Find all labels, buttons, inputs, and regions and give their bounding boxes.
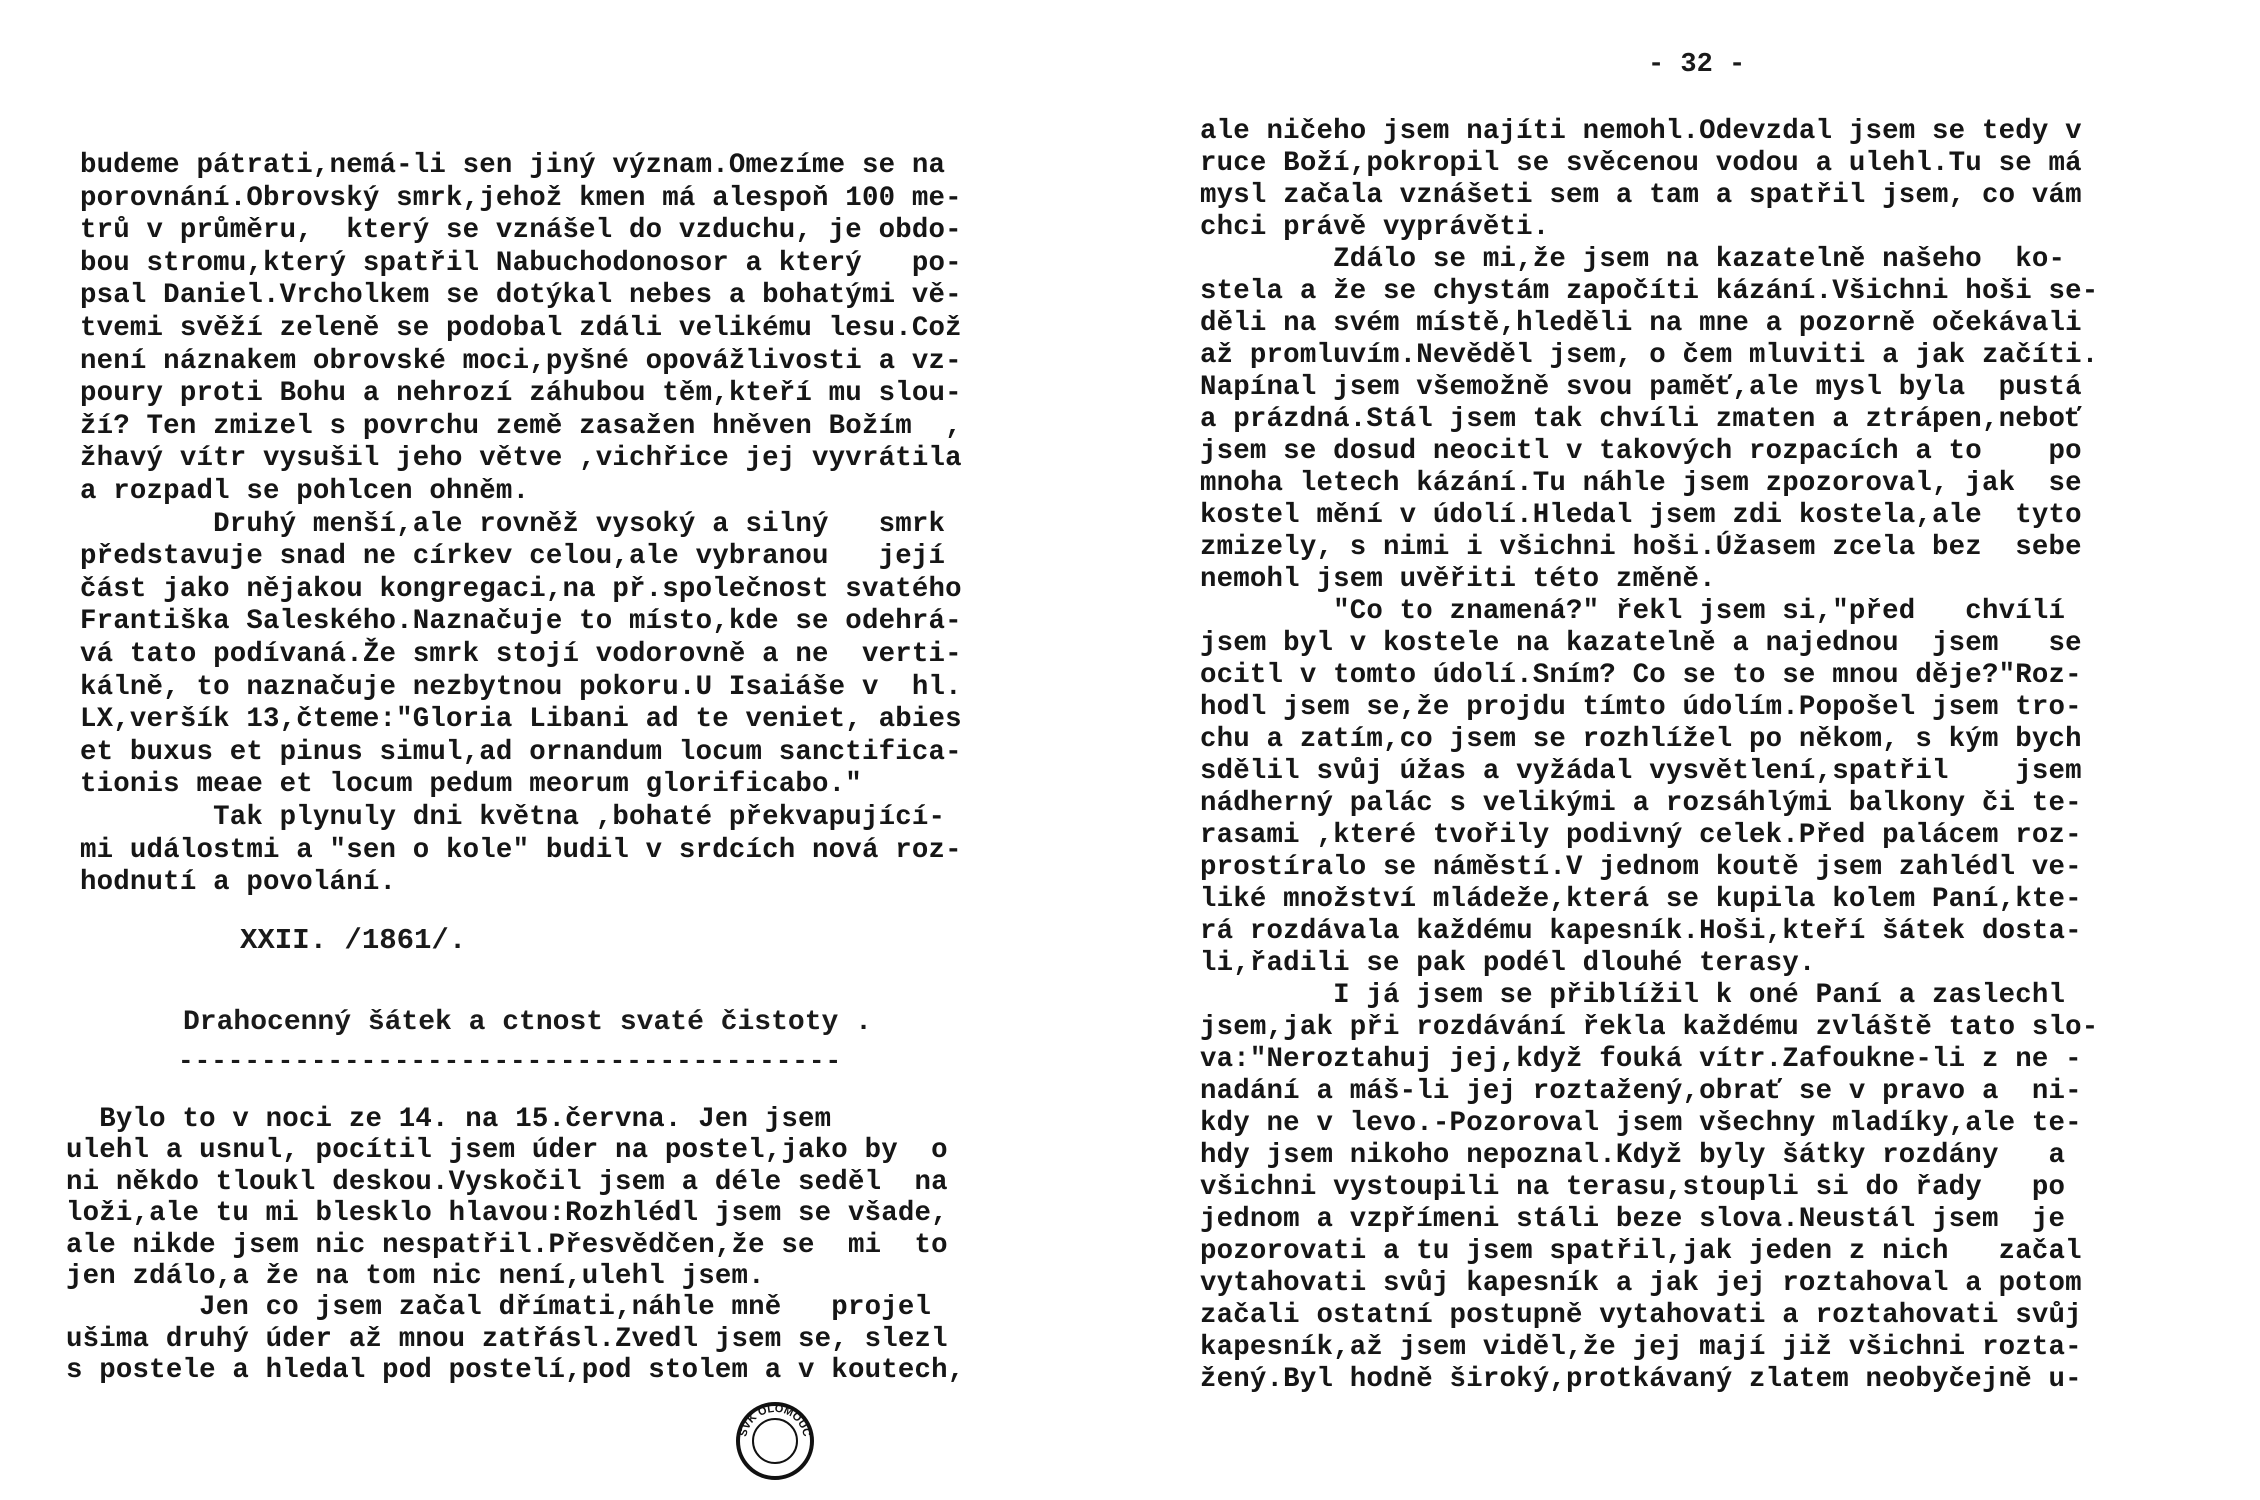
text-line: nadání a máš-li jej roztažený,obrať se v pravo a ni- <box>1200 1076 2082 1107</box>
text-line: Bylo to v noci ze 14. na 15.června. Jen jsem <box>66 1104 832 1135</box>
text-line: část jako nějakou kongregaci,na př.společnost svatého <box>80 573 962 605</box>
text-line: všichni vystoupili na terasu,stoupli si do řady po <box>1200 1172 2066 1203</box>
text-line: žhavý vítr vysušil jeho větve ,vichřice jej vyvrátila <box>80 443 962 475</box>
text-line: ušima druhý úder až mnou zatřásl.Zvedl jsem se, slezl <box>66 1323 948 1355</box>
text-line: trů v průměru, který se vznášel do vzduchu, je obdo- <box>80 215 962 247</box>
text-line: LX,veršík 13,čteme:"Gloria Libani ad te veniet, abies <box>80 704 962 736</box>
text-line: a prázdná.Stál jsem tak chvíli zmaten a ztrápen,neboť <box>1200 404 2082 435</box>
text-line: nemohl jsem uvěřiti této změně. <box>1200 564 1716 595</box>
title-underline: ---------------------------------------- <box>178 1046 843 1076</box>
text-line: I já jsem se přiblížil k oné Paní a zaslechl <box>1200 980 2066 1011</box>
text-line: stela a že se chystám započíti kázání.Všichni hoši se- <box>1200 276 2099 307</box>
text-line: kdy ne v levo.-Pozoroval jsem všechny mladíky,ale te- <box>1200 1108 2082 1139</box>
text-line: chci právě vyprávěti. <box>1200 212 1550 243</box>
text-line: děli na svém místě,hleděli na mne a pozorně očekávali <box>1200 308 2082 339</box>
text-line: loži,ale tu mi blesklo hlavou:Rozhlédl jsem se všade, <box>66 1198 948 1230</box>
chapter-heading: XXII. /1861/. <box>240 924 467 957</box>
text-line: mnoha letech kázání.Tu náhle jsem zpozoroval, jak se <box>1200 468 2082 499</box>
stamp-text: SVK OLOMOUC <box>737 1402 813 1438</box>
text-line: nádherný palác s velikými a rozsáhlými balkony či te- <box>1200 788 2082 819</box>
text-line: Františka Saleského.Naznačuje to místo,kde se odehrá- <box>80 606 962 638</box>
text-line: li,řadili se pak podél dlouhé terasy. <box>1200 948 1816 979</box>
page-number: - 32 - <box>1648 50 1746 80</box>
text-line: ocitl v tomto údolí.Sním? Co se to se mnou děje?"Roz- <box>1200 660 2082 691</box>
text-line: "Co to znamená?" řekl jsem si,"před chvílí <box>1200 596 2066 627</box>
text-line: jen zdálo,a že na tom nic není,ulehl jsem. <box>66 1261 765 1292</box>
text-line: zmizely, s nimi i všichni hoši.Úžasem zcela bez sebe <box>1200 532 2082 563</box>
text-line: ale ničeho jsem najíti nemohl.Odevzdal jsem se tedy v <box>1200 116 2082 147</box>
svg-text:SVK OLOMOUC <box>737 1403 812 1438</box>
text-line: představuje snad ne církev celou,ale vybranou její <box>80 541 946 573</box>
text-line: není náznakem obrovské moci,pyšné opovážlivosti a vz- <box>80 345 962 377</box>
text-line: tvemi svěží zeleně se podobal zdáli velikému lesu.Což <box>80 313 962 344</box>
text-line: ni někdo tloukl deskou.Vyskočil jsem a déle seděl na <box>66 1166 948 1198</box>
text-line: jsem,jak při rozdávání řekla každému zvláště tato slo- <box>1200 1012 2099 1043</box>
text-line: žený.Byl hodně široký,protkávaný zlatem neobyčejně u- <box>1200 1364 2082 1395</box>
text-line: psal Daniel.Vrcholkem se dotýkal nebes a bohatými vě- <box>80 280 962 312</box>
text-line: rá rozdávala každému kapesník.Hoši,kteří šátek dosta- <box>1200 916 2082 947</box>
text-line: va:"Neroztahuj jej,když fouká vítr.Zafoukne-li z ne - <box>1200 1044 2082 1075</box>
text-line: jsem byl v kostele na kazatelně a najednou jsem se <box>1200 628 2082 659</box>
text-line: hodl jsem se,že projdu tímto údolím.Popošel jsem tro- <box>1200 692 2082 723</box>
text-line: jednom a vzpřímeni stáli beze slova.Neustál jsem je <box>1200 1204 2066 1235</box>
text-line: kapesník,až jsem viděl,že jej mají již všichni rozta- <box>1200 1332 2082 1363</box>
right-page <box>1130 0 2260 1500</box>
text-line: mysl začala vznášeti sem a tam a spatřil jsem, co vám <box>1200 180 2082 211</box>
text-line: rasami ,které tvořily podivný celek.Před palácem roz- <box>1200 820 2082 851</box>
text-line: s postele a hledal pod postelí,pod stolem a v koutech, <box>66 1355 965 1387</box>
text-line: bou stromu,který spatřil Nabuchodonosor a který po- <box>80 247 962 279</box>
text-line: sdělil svůj úžas a vyžádal vysvětlení,spatřil jsem <box>1200 756 2082 787</box>
text-line: budeme pátrati,nemá-li sen jiný význam.Omezíme se na <box>80 150 946 181</box>
text-line: vá tato podívaná.Že smrk stojí vodorovně a ne verti- <box>80 639 962 670</box>
text-line: kostel mění v údolí.Hledal jsem zdi kostela,ale tyto <box>1200 500 2082 531</box>
text-line: pozorovati a tu jsem spatřil,jak jeden z nich začal <box>1200 1236 2082 1267</box>
text-line: Druhý menší,ale rovněž vysoký a silný smrk <box>80 508 946 540</box>
text-line: liké množství mládeže,která se kupila kolem Paní,kte- <box>1200 884 2082 915</box>
text-line: porovnání.Obrovský smrk,jehož kmen má alespoň 100 me- <box>80 182 962 214</box>
text-line: ulehl a usnul, pocítil jsem úder na postel,jako by o <box>66 1135 948 1167</box>
text-line: et buxus et pinus simul,ad ornandum locum sanctifica- <box>80 736 962 768</box>
text-line: začali ostatní postupně vytahovati a roztahovati svůj <box>1200 1300 2082 1331</box>
text-line: a rozpadl se pohlcen ohněm. <box>80 476 530 507</box>
text-line: tionis meae et locum pedum meorum glorificabo." <box>80 769 862 801</box>
text-line: mi událostmi a "sen o kole" budil v srdcích nová roz- <box>80 834 962 866</box>
text-line: ží? Ten zmizel s povrchu země zasažen hněven Božím , <box>80 410 962 442</box>
text-line: chu a zatím,co jsem se rozhlížel po někom, s kým bych <box>1200 724 2082 755</box>
text-line: Jen co jsem začal dřímati,náhle mně projel <box>66 1292 932 1324</box>
text-line: ale nikde jsem nic nespatřil.Přesvědčen,že se mi to <box>66 1229 948 1261</box>
chapter-title: Drahocenný šátek a ctnost svaté čistoty . <box>183 1007 872 1038</box>
text-line: jsem se dosud neocitl v takových rozpacích a to po <box>1200 436 2082 467</box>
text-line: kálně, to naznačuje nezbytnou pokoru.U Isaiáše v hl. <box>80 671 962 703</box>
text-line: vytahovati svůj kapesník a jak jej roztahoval a potom <box>1200 1268 2082 1299</box>
text-line: Tak plynuly dni května ,bohaté překvapující- <box>80 802 946 833</box>
text-line: Zdálo se mi,že jsem na kazatelně našeho ko- <box>1200 244 2066 275</box>
text-line: Napínal jsem všemožně svou paměť,ale mysl byla pustá <box>1200 372 2082 403</box>
text-line: až promluvím.Nevěděl jsem, o čem mluviti a jak začíti. <box>1200 340 2099 371</box>
text-line: hodnutí a povolání. <box>80 867 397 899</box>
text-line: prostíralo se náměstí.V jednom koutě jsem zahlédl ve- <box>1200 852 2082 883</box>
text-line: poury proti Bohu a nehrozí záhubou těm,kteří mu slou- <box>80 378 962 410</box>
text-line: hdy jsem nikoho nepoznal.Když byly šátky rozdány a <box>1200 1140 2066 1171</box>
text-line: ruce Boží,pokropil se svěcenou vodou a ulehl.Tu se má <box>1200 148 2082 179</box>
library-stamp-icon <box>734 1400 816 1482</box>
